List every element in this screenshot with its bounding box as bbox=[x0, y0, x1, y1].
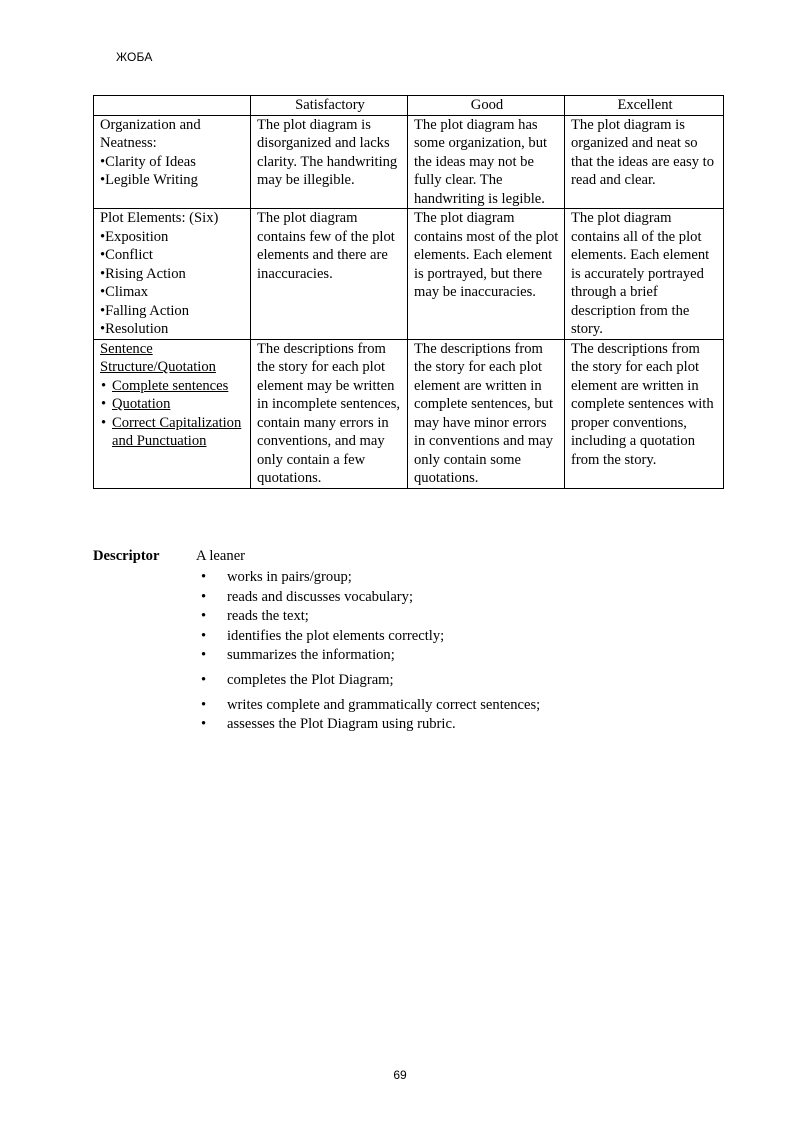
list-item bbox=[201, 568, 540, 588]
criterion-title: Structure/Quotation bbox=[100, 359, 216, 375]
excellent-cell: The plot diagram contains all of the plot elements. Each element is accurately portrayed through a brief description from the story. bbox=[565, 209, 724, 340]
list-item bbox=[201, 588, 540, 608]
table-row bbox=[94, 209, 724, 340]
excellent-cell: The plot diagram is organized and neat so that the ideas are easy to read and clear. bbox=[565, 115, 724, 209]
list-item-label: identifies the plot elements correctly; bbox=[227, 627, 445, 644]
criterion-line: •Clarity of Ideas bbox=[100, 153, 196, 170]
list-item bbox=[201, 627, 540, 647]
page-number: 69 bbox=[393, 1068, 407, 1082]
table-header-row bbox=[94, 96, 724, 116]
descriptor-list bbox=[201, 568, 540, 735]
list-item bbox=[201, 715, 540, 735]
satisfactory-cell: The plot diagram is disorganized and lacks clarity. The handwriting may be illegible. bbox=[251, 115, 408, 209]
criterion-sub-item-label: Correct Capitalization and Punctuation bbox=[112, 414, 242, 449]
list-item-label: works in pairs/group; bbox=[227, 569, 352, 585]
list-item-label: writes complete and grammatically correct sentences; bbox=[227, 696, 541, 713]
criterion-sub-item bbox=[100, 377, 246, 396]
list-item bbox=[201, 671, 540, 691]
good-cell: The plot diagram contains most of the plot elements. Each element is portrayed, but there may be inaccuracies. bbox=[408, 209, 565, 340]
bullet-icon: • bbox=[201, 671, 207, 688]
list-item-label: summarizes the information; bbox=[227, 647, 395, 664]
list-item-label: reads and discusses vocabulary; bbox=[227, 588, 414, 605]
criterion-line: •Climax bbox=[100, 284, 149, 300]
criterion-line: Neatness: bbox=[100, 135, 157, 151]
list-item bbox=[201, 646, 540, 666]
list-item-label: assesses the Plot Diagram using rubric. bbox=[227, 716, 456, 733]
criterion-line: •Falling Action bbox=[100, 302, 190, 319]
column-header-criteria bbox=[94, 96, 251, 116]
column-header-satisfactory: Satisfactory bbox=[251, 96, 408, 116]
rubric-table bbox=[93, 95, 724, 489]
list-item bbox=[201, 607, 540, 627]
bullet-icon: • bbox=[201, 696, 207, 713]
criterion-line: •Legible Writing bbox=[100, 172, 198, 188]
criterion-sub-item-label: Quotation bbox=[112, 396, 171, 412]
criterion-cell bbox=[94, 209, 251, 340]
criterion-line: •Rising Action bbox=[100, 265, 186, 282]
criterion-title: Sentence bbox=[100, 340, 153, 357]
bullet-icon: • bbox=[201, 588, 207, 605]
descriptor-intro: A leaner bbox=[196, 548, 246, 564]
bullet-icon: • bbox=[201, 608, 207, 625]
column-header-good: Good bbox=[408, 96, 565, 116]
excellent-cell: The descriptions from the story for each plot element are written in complete sentences with proper conventions, including a quotation from the story. bbox=[565, 339, 724, 488]
column-header-excellent: Excellent bbox=[565, 96, 724, 116]
bullet-icon: • bbox=[201, 569, 207, 585]
good-cell: The plot diagram has some organization, but the ideas may not be fully clear. The handwriting is legible. bbox=[408, 115, 565, 209]
descriptor-label: Descriptor bbox=[93, 548, 160, 564]
satisfactory-cell: The descriptions from the story for each plot element may be written in incomplete sentences, contain many errors in conventions, and may only contain a few quotations. bbox=[251, 339, 408, 488]
list-item bbox=[201, 696, 540, 716]
page-header: ЖОБА bbox=[116, 50, 153, 64]
criterion-line: Organization and bbox=[100, 116, 201, 133]
criterion-cell bbox=[94, 339, 251, 488]
criterion-line: •Conflict bbox=[100, 247, 153, 263]
bullet-icon: • bbox=[201, 647, 207, 664]
criterion-sub-item bbox=[100, 414, 246, 451]
good-cell: The descriptions from the story for each plot element are written in complete sentences, but may have minor errors in conventions and may only contain some quotations. bbox=[408, 339, 565, 488]
list-item-label: completes the Plot Diagram; bbox=[227, 671, 394, 688]
criterion-line: •Exposition bbox=[100, 228, 169, 245]
criterion-sub-item-label: Complete sentences bbox=[112, 377, 229, 394]
criterion-sub-item bbox=[100, 395, 246, 414]
bullet-icon: • bbox=[101, 396, 107, 412]
bullet-icon: • bbox=[201, 716, 207, 733]
bullet-icon: • bbox=[201, 627, 207, 644]
list-item-label: reads the text; bbox=[227, 608, 309, 625]
satisfactory-cell: The plot diagram contains few of the plot elements and there are inaccuracies. bbox=[251, 209, 408, 340]
table-row bbox=[94, 339, 724, 488]
criterion-line: Plot Elements: (Six) bbox=[100, 210, 219, 226]
bullet-icon: • bbox=[101, 377, 107, 394]
criterion-cell bbox=[94, 115, 251, 209]
bullet-icon: • bbox=[101, 414, 107, 431]
criterion-line: •Resolution bbox=[100, 321, 169, 337]
table-row bbox=[94, 115, 724, 209]
